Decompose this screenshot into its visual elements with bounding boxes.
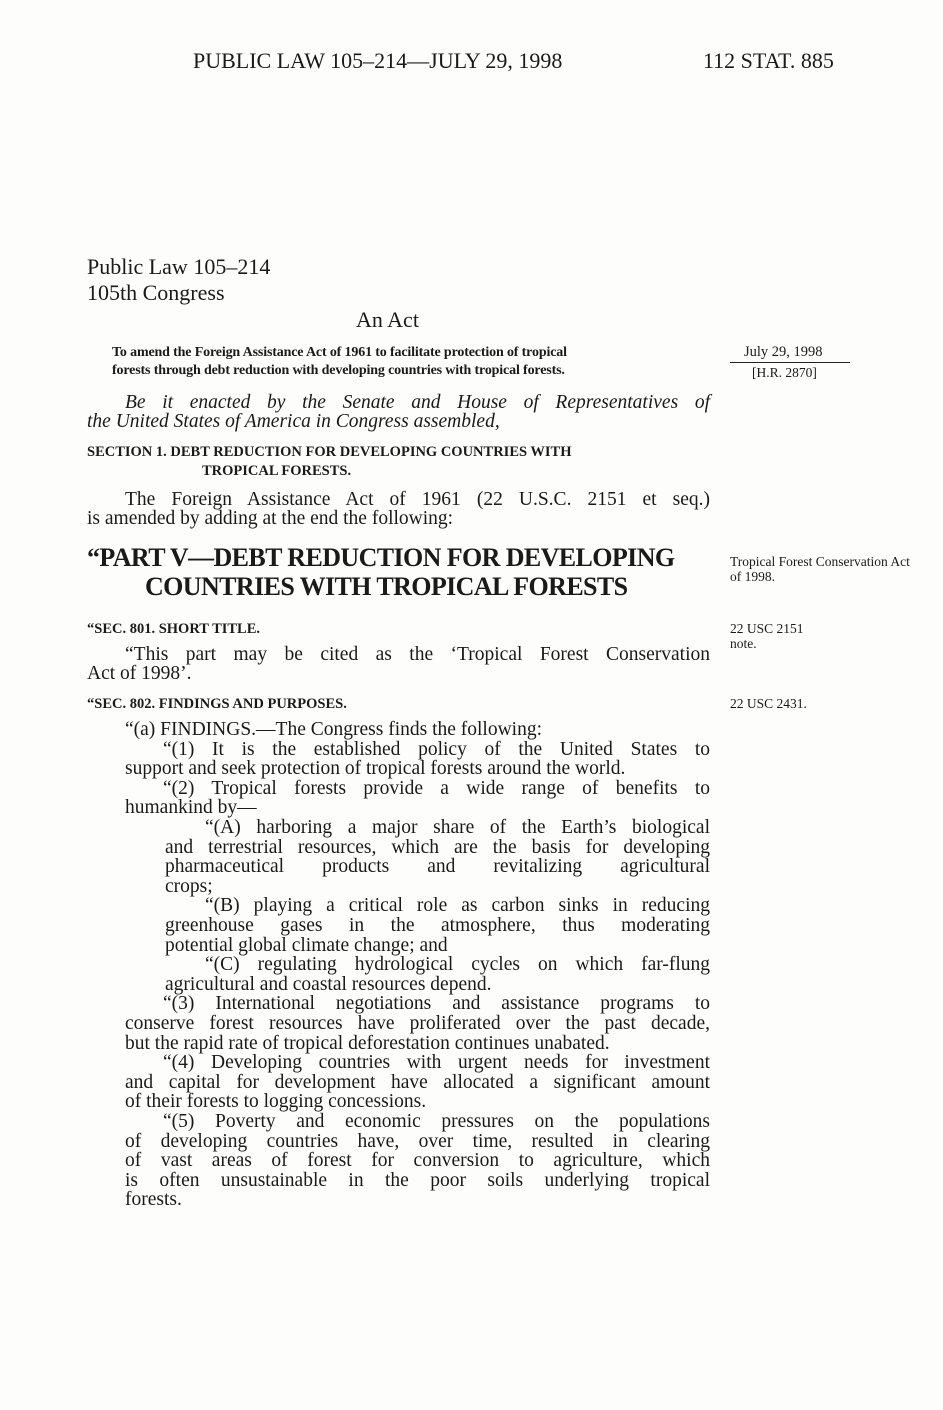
bill-number: [H.R. 2870] — [752, 365, 817, 380]
paragraph-line: forests. — [125, 1189, 182, 1211]
approval-date: July 29, 1998 — [744, 344, 823, 360]
paragraph-line: humankind by— — [125, 797, 257, 819]
section-heading: SECTION 1. DEBT REDUCTION FOR DEVELOPING COUNTRIES WITH — [87, 444, 572, 460]
margin-note: 22 USC 2431. — [730, 696, 807, 711]
body-text: Act of 1998’. — [87, 663, 192, 684]
paragraph-line: “(2) Tropical forests provide a wide range of benefits to — [163, 777, 710, 799]
body-text: is amended by adding at the end the following: — [87, 508, 454, 529]
paragraph-line: “(C) regulating hydrological cycles on which far-flung — [205, 954, 710, 976]
running-header: PUBLIC LAW 105–214—JULY 29, 1998 — [193, 48, 563, 73]
section-heading: TROPICAL FORESTS. — [202, 463, 352, 479]
part-heading: “PART V—DEBT REDUCTION FOR DEVELOPING — [87, 543, 675, 572]
margin-note: 22 USC 2151 note. — [730, 621, 804, 651]
paragraph-line: support and seek protection of tropical forests around the world. — [125, 758, 626, 780]
congress: 105th Congress — [87, 280, 225, 305]
paragraph-line: potential global climate change; and — [165, 934, 448, 956]
paragraph-line: conserve forest resources have proliferated over the past decade, — [125, 1013, 710, 1034]
paragraph-line: “(A) harboring a major share of the Earth’s biological — [205, 817, 710, 838]
paragraph-line: “(1) It is the established policy of the United States to — [163, 738, 710, 760]
enacting-clause: Be it enacted by the Senate and House of Representatives of — [125, 392, 710, 413]
enacting-clause: the United States of America in Congress assembled, — [87, 411, 500, 432]
paragraph-line: agricultural and coastal resources depend. — [165, 973, 492, 995]
margin-note: Tropical Forest Conservation Act of 1998. — [730, 554, 910, 584]
body-text: “This part may be cited as the ‘Tropical Forest Conservation — [125, 644, 710, 665]
law-number: Public Law 105–214 — [87, 254, 271, 279]
paragraph-line: of their forests to logging concessions. — [125, 1091, 427, 1113]
divider — [730, 362, 850, 363]
paragraph-line: of developing countries have, over time, resulted in clearing — [125, 1130, 710, 1152]
part-heading: COUNTRIES WITH TROPICAL FORESTS — [145, 572, 628, 601]
purpose-line: To amend the Foreign Assistance Act of 1961 to facilitate protection of tropical — [112, 345, 567, 360]
paragraph-line: but the rapid rate of tropical deforestation continues unabated. — [125, 1032, 610, 1054]
section-heading: “SEC. 801. SHORT TITLE. — [87, 621, 261, 637]
paragraph-line: and terrestrial resources, which are the basis for developing — [165, 836, 710, 858]
purpose-line: forests through debt reduction with developing countries with tropical forests. — [112, 363, 565, 378]
body-text: The Foreign Assistance Act of 1961 (22 U.S.C. 2151 et seq.) — [125, 489, 710, 510]
paragraph-line: “(3) International negotiations and assistance programs to — [163, 993, 710, 1015]
paragraph-line: and capital for development have allocated a significant amount — [125, 1071, 710, 1093]
paragraph-line: “(B) playing a critical role as carbon sinks in reducing — [205, 895, 710, 917]
paragraph-line: “(a) FINDINGS.—The Congress finds the following: — [125, 719, 543, 740]
paragraph-line: crops; — [165, 875, 213, 897]
act-heading: An Act — [356, 307, 419, 332]
paragraph-line: pharmaceutical products and revitalizing agricultural — [165, 856, 710, 878]
paragraph-line: “(4) Developing countries with urgent needs for investment — [163, 1052, 710, 1074]
paragraph-line: “(5) Poverty and economic pressures on the populations — [163, 1111, 710, 1132]
paragraph-line: is often unsustainable in the poor soils underlying tropical — [125, 1169, 710, 1191]
section-heading: “SEC. 802. FINDINGS AND PURPOSES. — [87, 696, 347, 712]
page-stat: 112 STAT. 885 — [703, 48, 834, 73]
paragraph-line: of vast areas of forest for conversion to agriculture, which — [125, 1150, 710, 1172]
paragraph-line: greenhouse gases in the atmosphere, thus moderating — [165, 915, 710, 936]
